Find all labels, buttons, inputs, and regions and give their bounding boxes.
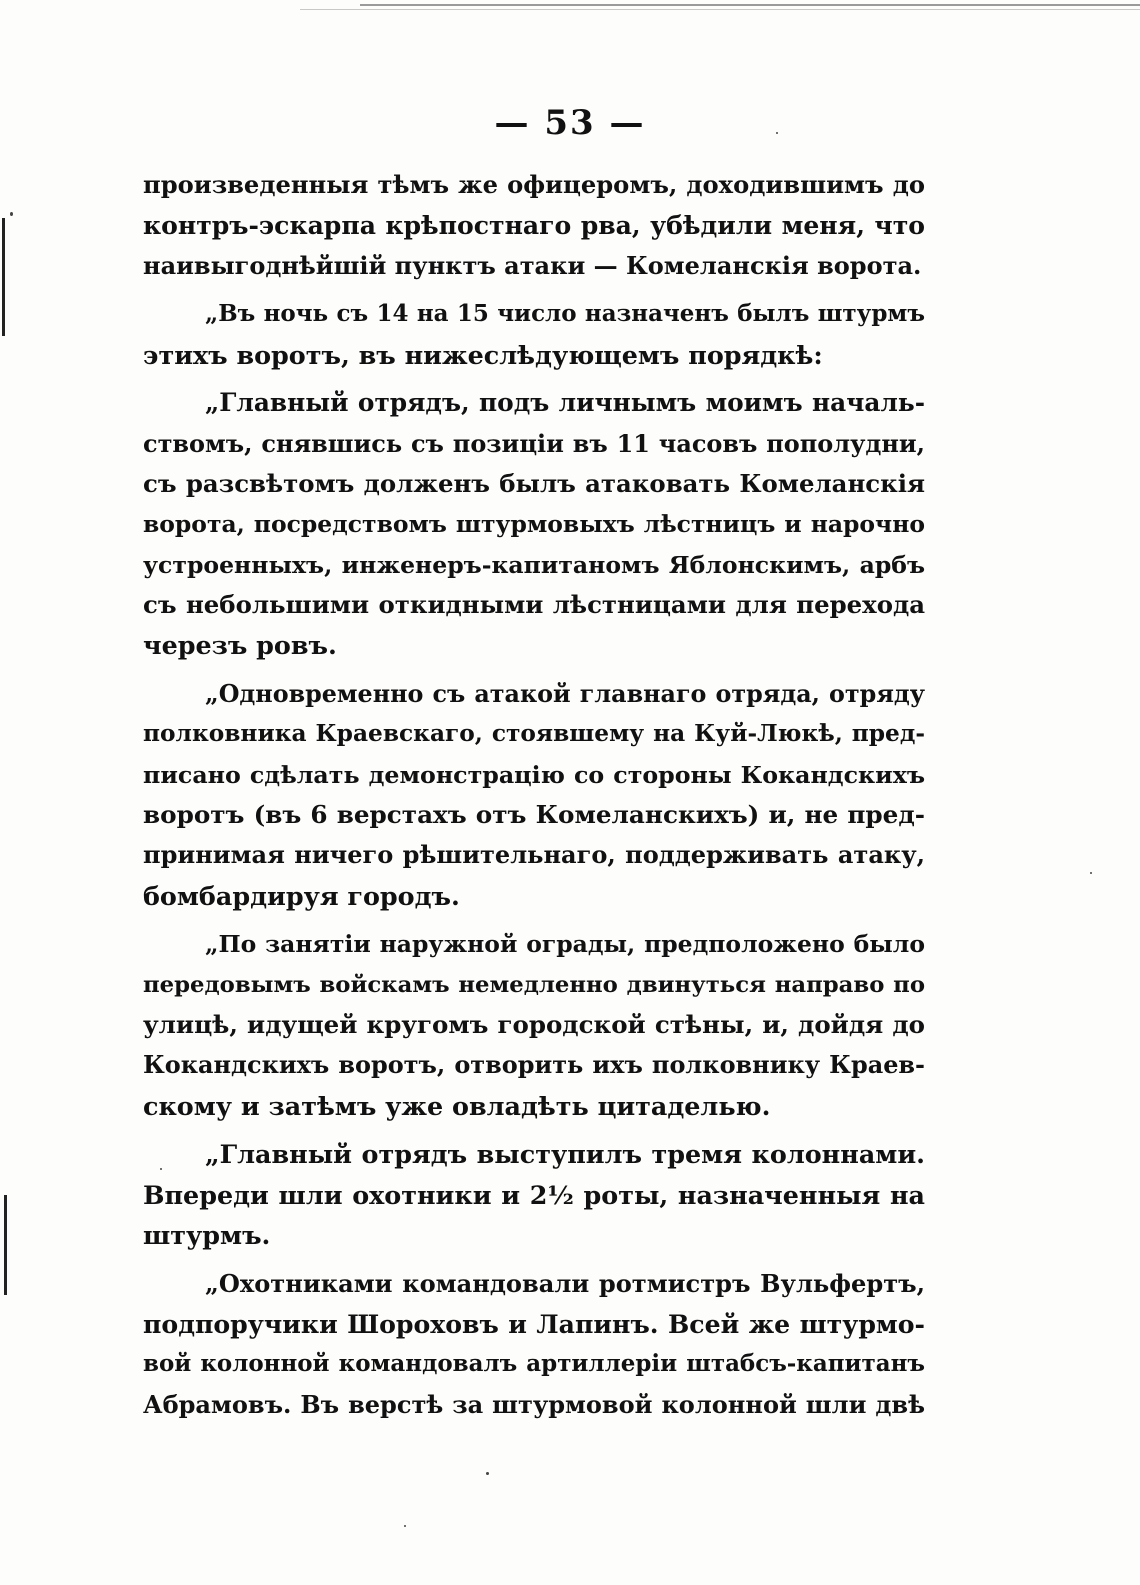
text-line: улицѣ, идущей кругомъ городской стѣны, и, дойдя до	[143, 1009, 925, 1039]
top-border-line	[360, 4, 1140, 6]
top-border-line-secondary	[300, 9, 1140, 10]
text-line: черезъ ровъ.	[143, 630, 337, 661]
paragraph	[143, 924, 925, 1125]
paragraph	[143, 1134, 925, 1255]
paragraph	[143, 165, 925, 286]
text-line: „По занятіи наружной ограды, предположено было	[205, 930, 925, 959]
page-number: — 53 —	[494, 103, 646, 143]
text-line: наивыгоднѣйшій пунктъ атаки — Комеланскія ворота.	[143, 250, 922, 280]
text-line: произведенныя тѣмъ же офицеромъ, доходившимъ до	[143, 170, 925, 199]
text-line: передовымъ войскамъ немедленно двинуться направо по	[143, 971, 925, 998]
scan-speck	[404, 1525, 406, 1527]
scan-speck	[486, 1472, 489, 1475]
text-line: Кокандскихъ воротъ, отворить ихъ полковнику Краев-	[143, 1051, 925, 1080]
body-text	[143, 165, 925, 1433]
text-line: съ небольшими откидными лѣстницами для перехода	[143, 589, 925, 619]
text-line: скому и затѣмъ уже овладѣть цитаделью.	[143, 1090, 771, 1121]
text-line: „Охотниками командовали ротмистръ Вульфертъ,	[205, 1268, 925, 1298]
text-line: штурмъ.	[143, 1219, 271, 1250]
text-line: писано сдѣлать демонстрацію со стороны Кокандскихъ	[143, 760, 925, 789]
paragraph	[143, 674, 925, 916]
left-margin-mark	[2, 218, 5, 336]
scan-speck	[10, 212, 13, 216]
text-line: принимая ничего рѣшительнаго, поддерживать атаку,	[143, 840, 925, 870]
text-line: „Главный отрядъ, подъ личнымъ моимъ началь-	[205, 388, 925, 418]
text-line: съ разсвѣтомъ долженъ былъ атаковать Комеланскія	[143, 469, 925, 499]
text-line: этихъ воротъ, въ нижеслѣдующемъ порядкѣ:	[143, 339, 823, 370]
text-line: Впереди шли охотники и 2½ роты, назначенныя на	[143, 1179, 925, 1210]
paragraph	[143, 294, 925, 375]
text-line: устроенныхъ, инженеръ-капитаномъ Яблонскимъ, арбъ	[143, 550, 925, 579]
paragraph	[143, 383, 925, 665]
scan-speck	[1090, 872, 1092, 874]
text-line: контръ-эскарпа крѣпостнаго рва, убѣдили меня, что	[143, 210, 925, 241]
text-line: „Главный отрядъ выступилъ тремя колоннами.	[205, 1139, 925, 1170]
text-line: воротъ (въ 6 верстахъ отъ Комеланскихъ) и, не пред-	[143, 799, 925, 829]
text-line: Абрамовъ. Въ верстѣ за штурмовой колонной шли двѣ	[143, 1389, 925, 1419]
text-line: полковника Краевскаго, стоявшему на Куй-Люкѣ, пред-	[143, 720, 925, 748]
text-line: ворота, посредствомъ штурмовыхъ лѣстницъ и нарочно	[143, 510, 925, 539]
left-margin-mark-lower	[4, 1195, 7, 1295]
text-line: „Въ ночь съ 14 на 15 число назначенъ былъ штурмъ	[205, 300, 925, 328]
text-line: „Одновременно съ атакой главнаго отряда, отряду	[205, 680, 925, 709]
text-line: ствомъ, снявшись съ позиціи въ 11 часовъ пополудни,	[143, 429, 925, 458]
text-line: подпоручики Шороховъ и Лапинъ. Всей же штурмо-	[143, 1309, 925, 1340]
text-line: бомбардируя городъ.	[143, 880, 460, 911]
text-line: вой колонной командовалъ артиллеріи штабсъ-капитанъ	[143, 1350, 925, 1378]
paragraph	[143, 1264, 925, 1425]
